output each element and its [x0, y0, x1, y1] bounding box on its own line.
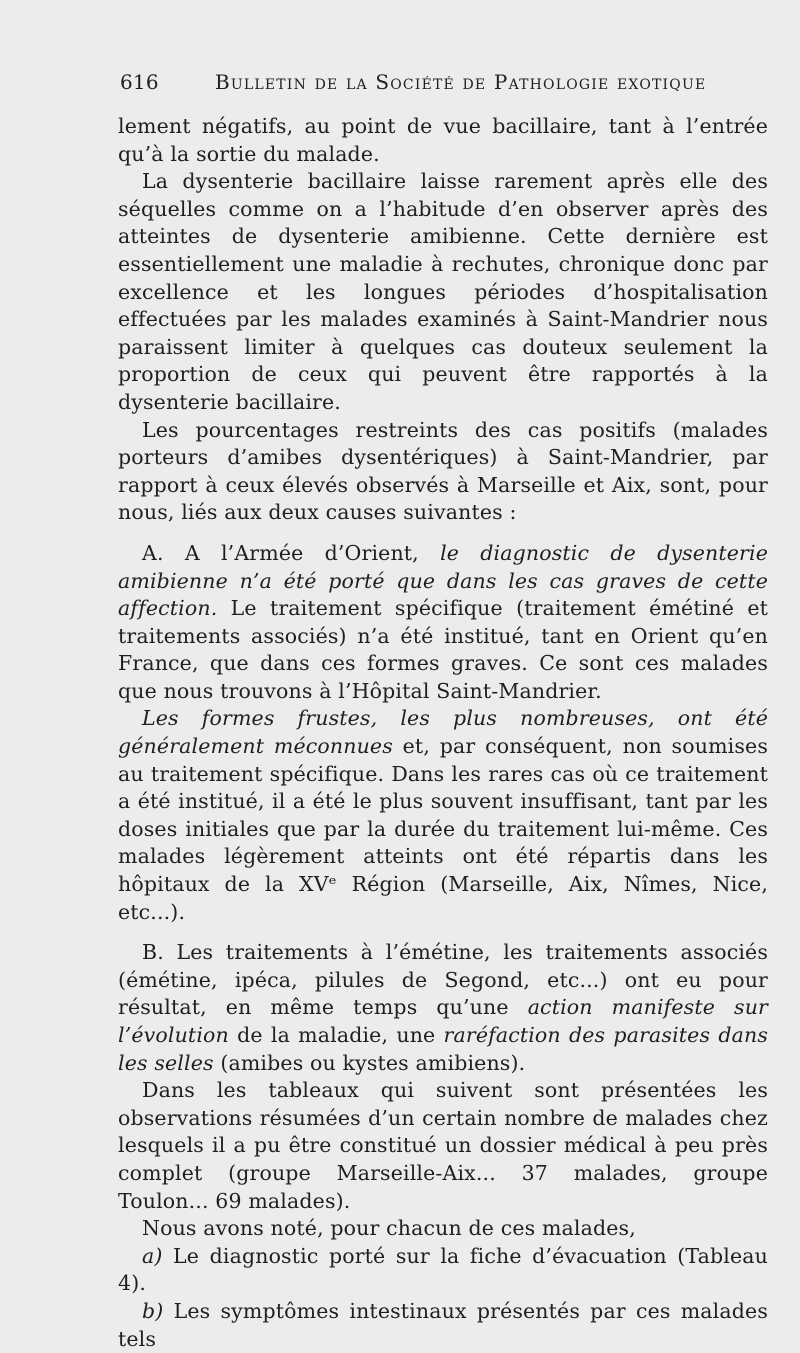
list-item-a-label: a): [142, 1243, 163, 1268]
paragraph-pourcentages: Les pourcentages restreints des cas positifs (malades porteurs d’amibes dysentériques) à Saint-Mandrier, par rapport à ceux élevés observés à Marseille et Aix, sont, pour nous, liés aux deux causes suivantes :: [118, 417, 768, 525]
paragraph-continuation: lement négatifs, au point de vue bacillaire, tant à l’entrée qu’à la sortie du malade.: [118, 114, 768, 166]
formes-frustes-suffix: et, par conséquent, non soumises au traitement spécifique. Dans les rares cas où ce traitement a été institué, il a été le plus souvent insuffisant, tant par les doses initiales que par la durée du traitement lui-même. Ces malades légèrement atteints ont été répartis dans les hôpitaux de la XVᵉ Région (Marseille, Aix, Nîmes, Nice, etc...).: [118, 734, 768, 924]
list-item-a-text: Le diagnostic porté sur la fiche d’évacuation (Tableau 4).: [118, 1243, 768, 1296]
paragraph-formes-frustes: [118, 705, 768, 926]
list-item-b-text: Les symptômes intestinaux présentés par ces malades tels: [118, 1298, 768, 1351]
cause-a-italic: le diagnostic de dysenterie amibienne n’a été porté que dans les cas graves de cette affection.: [118, 540, 768, 621]
cause-b-suffix: (amibes ou kystes amibiens).: [213, 1050, 526, 1075]
journal-title: Bulletin de la Société de Pathologie exotique: [215, 70, 707, 94]
cause-b-mid: de la maladie, une: [228, 1023, 444, 1047]
formes-frustes-italic: Les formes frustes, les plus nombreuses, ont été généralement méconnues: [118, 706, 768, 759]
list-item-b: [118, 1298, 768, 1353]
body-text: [118, 113, 768, 1353]
paragraph-dysenterie-bacillaire: La dysenterie bacillaire laisse rarement après elle des séquelles comme on a l’habitude d’en observer après des atteintes de dysenterie amibienne. Cette dernière est essentiellement une maladie à rechutes, chronique donc par excellence et les longues périodes d’hospitalisation effectuées par les malades examinés à Saint-Mandrier nous paraissent limiter à quelques cas douteux seulement la proportion de ceux qui peuvent être rapportés à la dysenterie bacillaire.: [118, 169, 768, 414]
paragraph-cause-b: [118, 939, 768, 1077]
list-item-b-label: b): [142, 1298, 164, 1323]
cause-a-prefix: A. A l’Armée d’Orient,: [142, 540, 441, 565]
page-number: 616: [120, 70, 159, 94]
paragraph-cause-a: [118, 540, 768, 706]
paragraph-tableaux: Dans les tableaux qui suivent sont présentées les observations résumées d’un certain nombre de malades chez lesquels il a pu être constitué un dossier médical à peu près complet (groupe Marseille-Aix... 37 malades, groupe Toulon... 69 malades).: [118, 1078, 768, 1213]
cause-a-suffix: Le traitement spécifique (traitement émétiné et traitements associés) n’a été institué, tant en Orient qu’en France, que dans ces formes graves. Ce sont ces malades que nous trouvons à l’Hôpital Saint-Mandrier.: [118, 596, 768, 703]
paragraph-nous-avons-note: Nous avons noté, pour chacun de ces malades,: [142, 1216, 636, 1241]
cause-b-prefix: B. Les traitements à l’émétine, les traitements associés (émétine, ipéca, pilules de Segond, etc...) ont eu pour résultat, en même temps qu’une: [118, 940, 768, 1020]
list-item-a: [118, 1243, 768, 1298]
cause-b-italic-2: raréfaction des parasites dans les selles: [118, 1023, 768, 1075]
cause-b-italic-1: action manifeste sur l’évolution: [118, 995, 768, 1047]
